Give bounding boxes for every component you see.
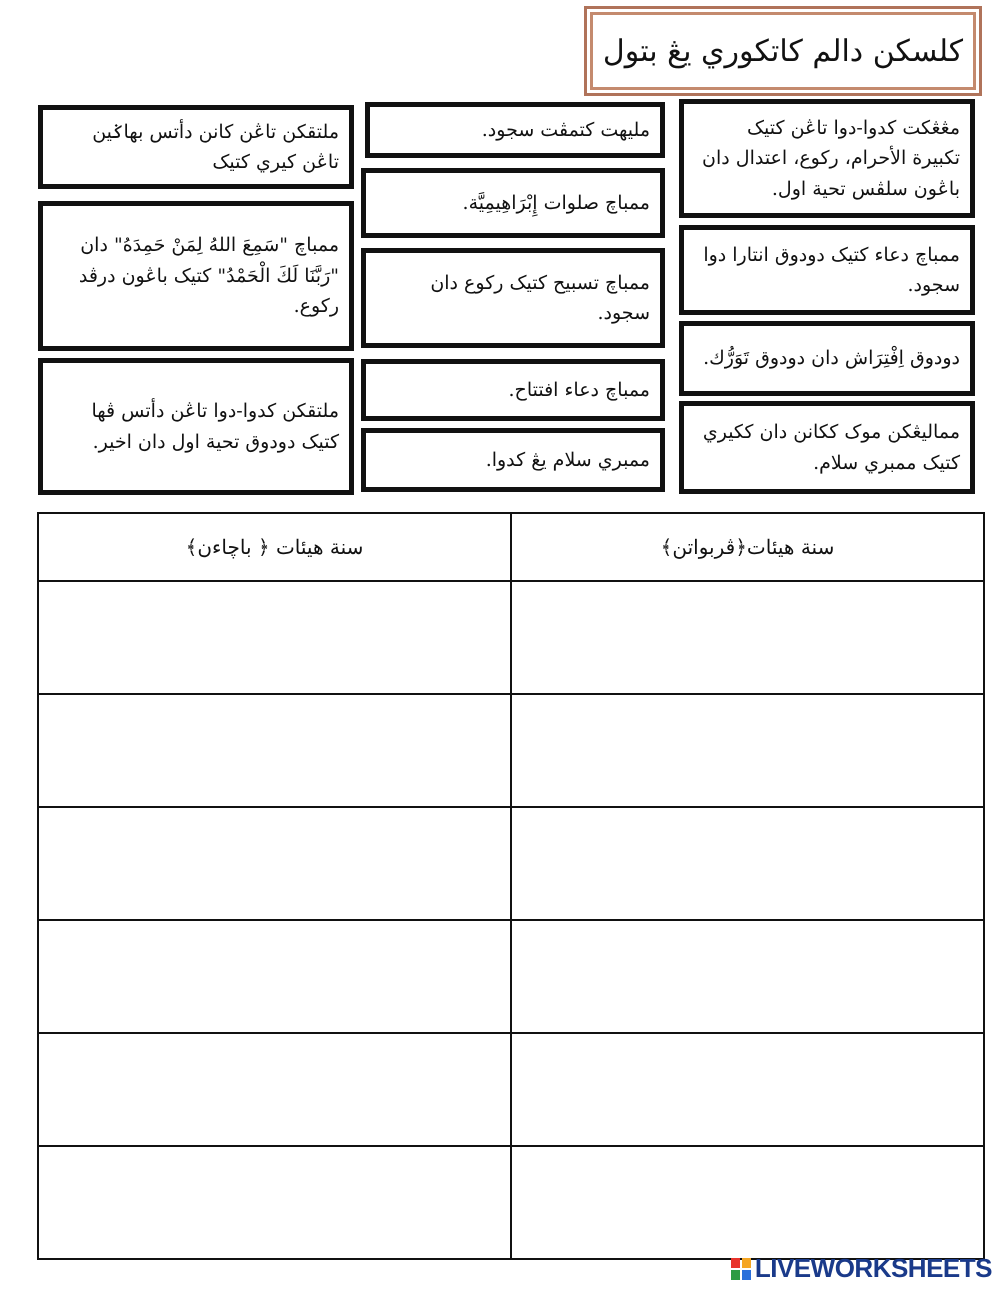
- answer-card-text: ملتقكن كدوا-دوا تاڠن دأتس ڤها كتيک دودوق تحية اول دان اخير.: [91, 400, 339, 453]
- drop-zone-baca[interactable]: [38, 920, 511, 1033]
- drop-zone-baca[interactable]: [38, 694, 511, 807]
- table-row: [38, 807, 984, 920]
- answer-card-text: ممالیڠكن موک ككانن دان ككيري كتيک ممبري سلام.: [702, 421, 960, 474]
- table-header-row: [38, 513, 984, 581]
- drop-zone-perbuatan[interactable]: [511, 1146, 984, 1259]
- drop-zone-baca[interactable]: [38, 807, 511, 920]
- column-header-perbuatan: سنة هيئات﴿ڤربواتن﴾: [511, 513, 984, 581]
- answer-card-text: مليهت كتمڤت سجود.: [481, 118, 650, 141]
- drop-zone-perbuatan[interactable]: [511, 807, 984, 920]
- answer-card-5[interactable]: [361, 168, 665, 238]
- answer-card-6[interactable]: [679, 225, 975, 315]
- answer-card-text: مڠڠكت كدوا-دوا تاڠن كتيک تكبيرة الأحرام، ركوع، اعتدال دان باڠون سلڤس تحية اول.: [702, 116, 960, 200]
- answer-card-1[interactable]: [38, 105, 354, 189]
- answer-card-10[interactable]: [361, 359, 665, 421]
- answer-card-text: ممباچ دعاء افتتاح.: [508, 378, 650, 401]
- answer-card-8[interactable]: [679, 321, 975, 396]
- table-row: [38, 694, 984, 807]
- answer-card-text: دودوق اِفْتِرَاش دان دودوق تَوَرُّك.: [703, 347, 960, 370]
- table-row: [38, 1146, 984, 1259]
- answer-card-4[interactable]: [38, 201, 354, 351]
- liveworksheets-logo: [731, 1253, 992, 1284]
- liveworksheets-logo-icon: [731, 1258, 751, 1280]
- liveworksheets-logo-text: LIVEWORKSHEETS: [754, 1253, 992, 1283]
- answer-card-2[interactable]: [365, 102, 665, 158]
- drop-zone-perbuatan[interactable]: [511, 581, 984, 694]
- drop-zone-perbuatan[interactable]: [511, 1033, 984, 1146]
- drop-zone-baca[interactable]: [38, 581, 511, 694]
- sorting-table: [37, 512, 985, 1260]
- drop-zone-baca[interactable]: [38, 1146, 511, 1259]
- drop-zone-perbuatan[interactable]: [511, 694, 984, 807]
- answer-card-text: ممباچ دعاء كتيک دودوق انتارا دوا سجود.: [703, 243, 960, 296]
- answer-card-text: ممبري سلام يڠ كدوا.: [485, 448, 650, 471]
- table-row: [38, 1033, 984, 1146]
- column-header-baca: سنة هيئات ﴿ باچاءن﴾: [38, 513, 511, 581]
- answer-card-9[interactable]: [38, 358, 354, 495]
- table-row: [38, 920, 984, 1033]
- answer-card-text: ملتقكن تاڠن كانن دأتس بهاݢين تاڠن كيري كتيک: [92, 120, 339, 173]
- answer-card-3[interactable]: [679, 99, 975, 218]
- drop-zone-perbuatan[interactable]: [511, 920, 984, 1033]
- worksheet-title-box: [584, 6, 982, 96]
- worksheet-title: كلسكن دالم كاتكوري يڠ بتول: [602, 33, 964, 69]
- answer-card-11[interactable]: [679, 401, 975, 494]
- answer-card-text: ممباچ صلوات إِبْرَاهِيمِيَّة.: [462, 191, 650, 214]
- answer-card-text: ممباچ تسبيح كتيک ركوع دان سجود.: [430, 271, 650, 324]
- drop-zone-baca[interactable]: [38, 1033, 511, 1146]
- table-row: [38, 581, 984, 694]
- answer-card-7[interactable]: [361, 248, 665, 348]
- answer-card-text: ممباچ "سَمِعَ اللهُ لِمَنْ حَمِدَهُ" دان "رَبَّنَا لَكَ الْحَمْدُ" كتيک باڠون درڤد ركوع.: [78, 234, 339, 318]
- answer-card-12[interactable]: [361, 428, 665, 492]
